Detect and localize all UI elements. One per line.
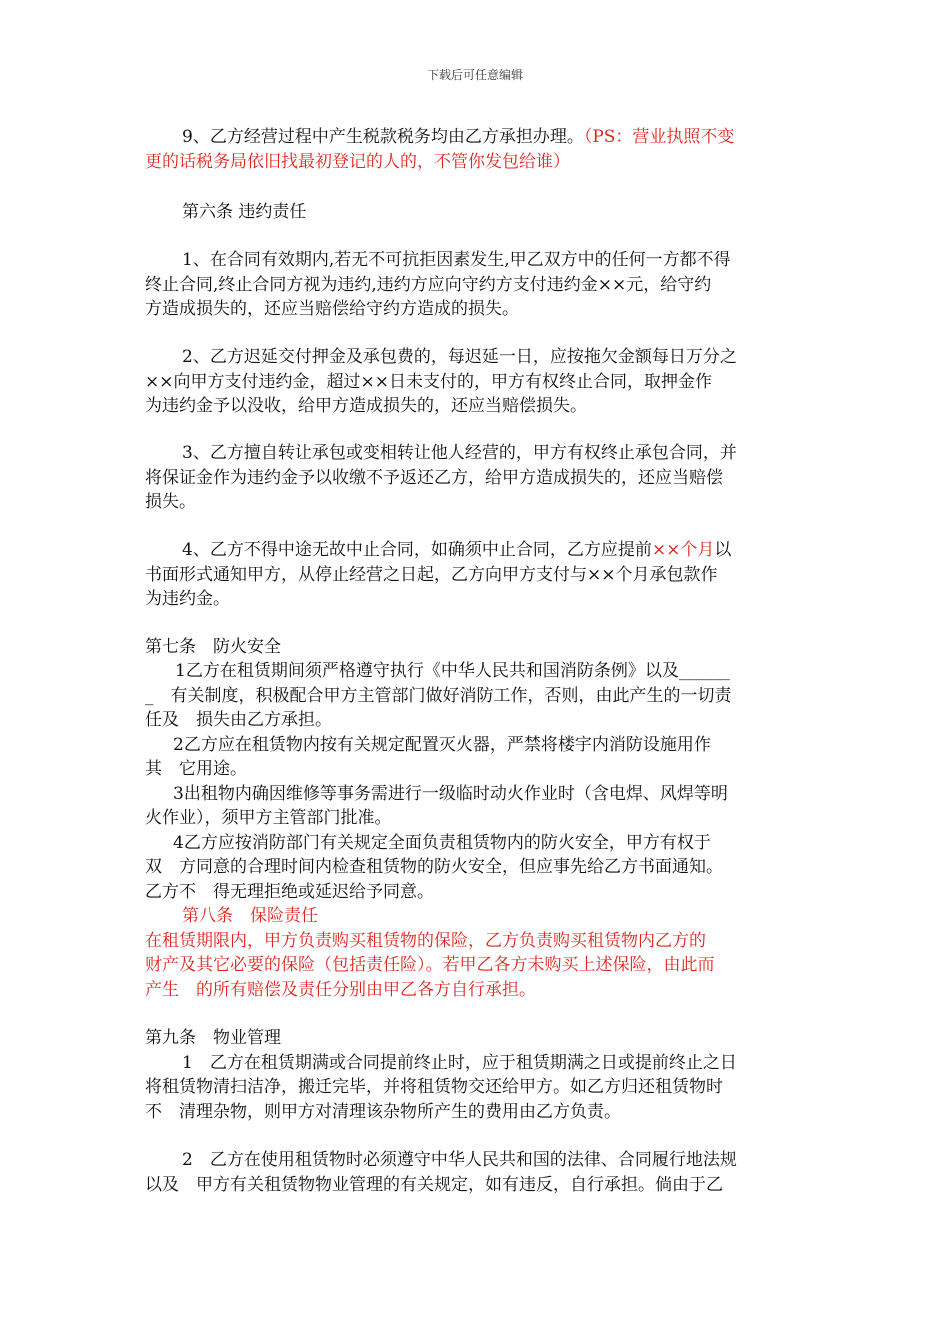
text-line xyxy=(173,783,728,805)
text-line xyxy=(182,539,731,561)
text-line xyxy=(173,734,711,756)
text-segment: _ 有关制度，积极配合甲方主管部门做好消防工作，否则，由此产生的一切责 xyxy=(145,686,732,706)
text-segment: 乙方不 得无理拒绝或延迟给予同意。 xyxy=(145,882,434,902)
text-line xyxy=(182,201,306,223)
text-segment: 为违约金予以没收，给甲方造成损失的，还应当赔偿损失。 xyxy=(145,396,587,416)
text-line xyxy=(145,881,434,903)
text-segment: 以 xyxy=(714,540,732,560)
text-line xyxy=(145,371,712,393)
text-line xyxy=(145,636,281,658)
text-line xyxy=(182,346,737,368)
text-line xyxy=(182,126,734,148)
text-line xyxy=(145,298,519,320)
text-line xyxy=(145,856,723,878)
text-line xyxy=(145,807,392,829)
text-segment: 1乙方在租赁期间须严格遵守执行《中华人民共和国消防条例》以及______ xyxy=(175,661,730,681)
text-segment: 将保证金作为违约金予以收缴不予返还乙方，给甲方造成损失的，还应当赔偿 xyxy=(145,468,723,488)
text-segment: 其 它用途。 xyxy=(145,759,247,779)
text-line xyxy=(145,274,711,296)
text-line xyxy=(145,930,706,952)
text-line xyxy=(182,1052,737,1074)
text-line xyxy=(145,758,247,780)
text-segment: 4乙方应按消防部门有关规定全面负责租赁物内的防火安全，甲方有权于 xyxy=(173,833,711,853)
text-segment: 将租赁物清扫洁净，搬迁完毕，并将租赁物交还给甲方。如乙方归还租赁物时 xyxy=(145,1077,723,1097)
text-line xyxy=(145,491,196,513)
text-line xyxy=(145,979,536,1001)
text-segment: 2乙方应在租赁物内按有关规定配置灭火器，严禁将楼宇内消防设施用作 xyxy=(173,735,711,755)
text-line xyxy=(182,442,737,464)
text-line xyxy=(175,660,730,682)
text-segment: 任及 损失由乙方承担。 xyxy=(145,710,332,730)
highlighted-text: 更的话税务局依旧找最初登记的人的，不管你发包给谁） xyxy=(145,152,570,172)
text-line xyxy=(182,905,318,927)
text-line xyxy=(173,832,711,854)
highlighted-text: 第八条 保险责任 xyxy=(182,906,318,926)
text-line xyxy=(145,395,587,417)
text-line xyxy=(145,588,230,610)
text-segment: 1、在合同有效期内,若无不可抗拒因素发生,甲乙双方中的任何一方都不得 xyxy=(182,250,731,270)
text-line xyxy=(182,1149,737,1171)
text-segment: 9、乙方经营过程中产生税款税务均由乙方承担办理。 xyxy=(182,127,584,147)
text-line xyxy=(145,564,718,586)
text-segment: 2 乙方在使用租赁物时必须遵守中华人民共和国的法律、合同履行地法规 xyxy=(182,1150,737,1170)
highlighted-text: 在租赁期限内，甲方负责购买租赁物的保险，乙方负责购买租赁物内乙方的 xyxy=(145,931,706,951)
highlighted-text: （PS：营业执照不变 xyxy=(583,127,735,147)
text-segment: 3出租物内确因维修等事务需进行一级临时动火作业时（含电焊、风焊等明 xyxy=(173,784,728,804)
text-segment: 第九条 物业管理 xyxy=(145,1028,281,1048)
text-segment: 终止合同,终止合同方视为违约,违约方应向守约方支付违约金××元，给守约 xyxy=(145,275,712,295)
text-segment: 2、乙方迟延交付押金及承包费的，每迟延一日，应按拖欠金额每日万分之 xyxy=(182,347,737,367)
text-line xyxy=(145,709,332,731)
text-segment: 以及 甲方有关租赁物物业管理的有关规定，如有违反，自行承担。倘由于乙 xyxy=(145,1175,723,1195)
text-segment: 方造成损失的，还应当赔偿给守约方造成的损失。 xyxy=(145,299,519,319)
highlighted-text: 产生 的所有赔偿及责任分别由甲乙各方自行承担。 xyxy=(145,980,536,1000)
text-segment: 损失。 xyxy=(145,492,196,512)
text-segment: 1 乙方在租赁期满或合同提前终止时，应于租赁期满之日或提前终止之日 xyxy=(182,1053,737,1073)
page-header: 下载后可任意编辑 xyxy=(426,68,523,82)
text-line xyxy=(145,1101,621,1123)
text-segment: 火作业），须甲方主管部门批准。 xyxy=(145,808,392,828)
text-segment: 第七条 防火安全 xyxy=(145,637,281,657)
text-segment: 4、乙方不得中途无故中止合同，如确须中止合同，乙方应提前 xyxy=(182,540,652,560)
text-line xyxy=(145,1174,723,1196)
text-line xyxy=(145,954,715,976)
text-segment: 不 清理杂物，则甲方对清理该杂物所产生的费用由乙方负责。 xyxy=(145,1102,621,1122)
text-line xyxy=(145,1076,723,1098)
text-segment: 双 方同意的合理时间内检查租赁物的防火安全，但应事先给乙方书面通知。 xyxy=(145,857,723,877)
text-segment: 书面形式通知甲方，从停止经营之日起，乙方向甲方支付与××个月承包款作 xyxy=(145,565,718,585)
text-segment: 第六条 违约责任 xyxy=(182,202,307,222)
highlighted-text: 财产及其它必要的保险（包括责任险）。若甲乙各方未购买上述保险，由此而 xyxy=(145,955,715,975)
text-segment: 为违约金。 xyxy=(145,589,230,609)
highlighted-text: ××个月 xyxy=(651,540,715,560)
text-line xyxy=(145,1027,281,1049)
text-line xyxy=(145,467,723,489)
text-line xyxy=(145,151,570,173)
text-segment: ××向甲方支付违约金，超过××日未支付的，甲方有权终止合同，取押金作 xyxy=(145,372,712,392)
text-segment: 3、乙方擅自转让承包或变相转让他人经营的，甲方有权终止承包合同，并 xyxy=(182,443,737,463)
text-line xyxy=(145,685,732,707)
text-line xyxy=(182,249,731,271)
